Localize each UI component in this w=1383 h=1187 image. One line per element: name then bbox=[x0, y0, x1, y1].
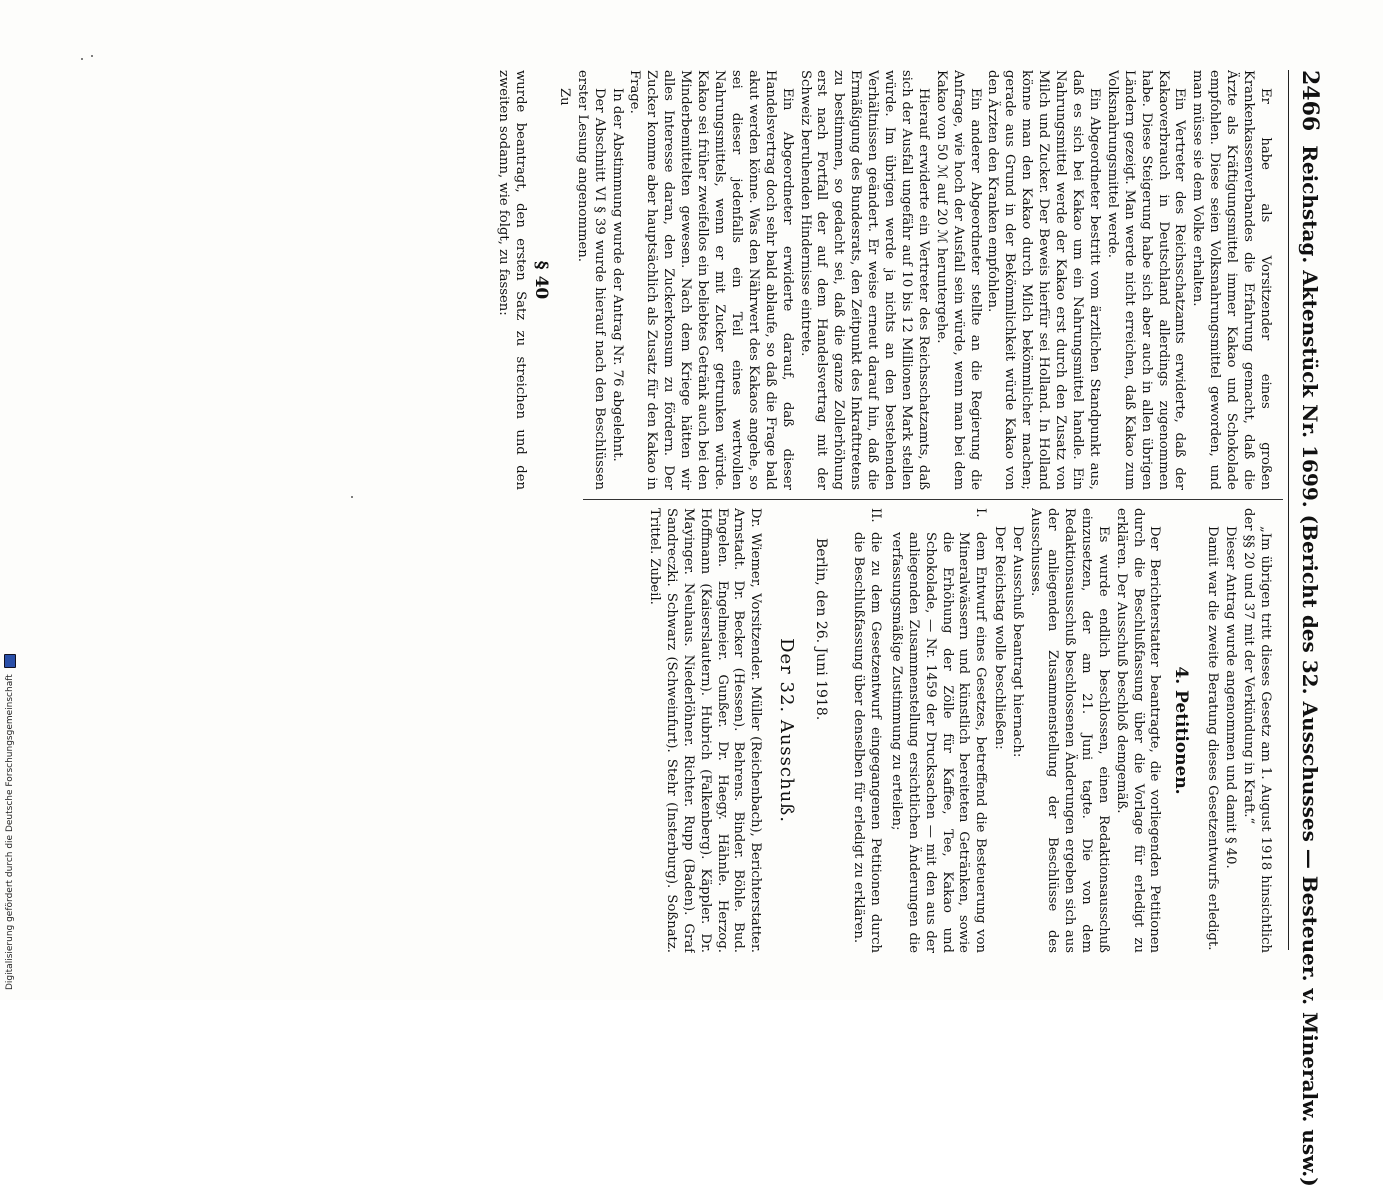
left-column bbox=[33, 70, 1273, 490]
paragraph: Ein Vertreter des Reichsschatzamts erwiderte, daß der Kakaoverbrauch in Deutschland allerdings zugenommen habe. Diese Steigerung habe sich aber auch in allen übrigen Ländern gezeigt. Man werde nicht erreichen, daß Kakao zum Volksnahrungsmittel werde. bbox=[1104, 70, 1188, 490]
paragraph: Ein Abgeordneter erwiderte darauf, daß dieser Handelsvertrag doch sehr bald ablaufe, so daß die Frage bald akut werden könne. Was den Nährwert des Kakaos angehe, so sei dieser jedenfalls ein Teil eines wertvollen Nahrungsmittels, wenn er mit Zucker getrunken würde. Kakao sei früher zweifellos ein beliebtes Getränk auch bei den Minderbemittelten gewesen. Nach dem Kriege hätten wir alles Interesse daran, den Zuckerkonsum zu fördern. Der Zucker komme aber hauptsächlich als Zusatz für den Kakao in Frage. bbox=[627, 70, 795, 490]
paragraph: In der Abstimmung wurde der Antrag Nr. 76 abgelehnt. bbox=[609, 88, 625, 462]
paragraph: Hierauf erwiderte ein Vertreter des Reichsschatzamts, daß sich der Ausfall ungefähr auf 10 bis 12 Millionen Mark stellen würde. Im übrigen werde ja nichts an den bestehenden Verhältnissen geändert. Er weise erneut darauf hin, daß die Ermäßigung des Bundesrats, den Zeitpunkt des Inkrafttretens zu bestimmen, so gedacht sei, daß die ganze Zollerhöhung erst nach Fortfall der auf dem Handelsvertrag mit der Schweiz beruhenden Hindernisse eintrete. bbox=[797, 70, 931, 490]
right-column bbox=[33, 508, 1273, 953]
quote-paragraph: „Im übrigen tritt dieses Gesetz am 1. August 1918 hinsichtlich der §§ 20 und 37 mit der Verkündung in Kraft.“ bbox=[1241, 508, 1273, 953]
list-text: dem Entwurf eines Gesetzes, betreffend die Besteuerung von Mineralwässern und künstlich bereiteten Getränken, sowie die Erhöhung der Zölle für Kaffee, Tee, Kakao und Schokolade, — Nr. 1459 der Drucksachen — mit den aus der anliegenden Zusammenstellung ersichtlichen Änderungen die verfassungsmäßige Zustimmung zu erteilen; bbox=[888, 532, 989, 953]
list-number: II. bbox=[867, 508, 883, 523]
paragraph: Es wurde endlich beschlossen, einen Redaktionsausschuß einzusetzen, der am 21. Juni tagte. Die von dem Redaktionsausschuß beschlossenen Änderungen ergeben sich aus der anliegenden Zusammenstellung der Beschlüsse des Ausschusses. bbox=[1028, 508, 1111, 953]
footer-text: Digitalisierung gefördert durch die Deutsche Forschungsgemeinschaft bbox=[5, 674, 15, 990]
paragraph: Der Berichterstatter beantragte, die vorliegenden Petitionen durch die Beschlußfassung über die Vorlage für erledigt zu erklären. Der Ausschuß beschloß demgemäß. bbox=[1113, 508, 1163, 953]
list-number: I. bbox=[973, 508, 989, 518]
scan-speck bbox=[81, 58, 83, 60]
dateline: Berlin, den 26. Juni 1918. bbox=[813, 538, 830, 721]
paragraph: Dieser Antrag wurde angenommen und damit § 40. bbox=[1223, 526, 1239, 869]
scan-speck bbox=[351, 496, 353, 498]
section-title: 4. Petitionen. bbox=[1171, 666, 1192, 795]
list-item bbox=[849, 508, 883, 953]
dfg-logo-icon bbox=[4, 654, 16, 668]
column-divider bbox=[583, 499, 1283, 500]
zu-label: Zu bbox=[556, 88, 572, 106]
running-title: Reichstag. Aktenstück Nr. 1699. (Bericht des 32. Ausschusses — Besteuer. v. Mineralw. usw.) bbox=[1298, 145, 1322, 1187]
paragraph-heading: § 40 bbox=[530, 260, 551, 300]
list-item bbox=[887, 508, 988, 953]
paragraph: Der Ausschuß beantragt hiernach: bbox=[1010, 526, 1026, 758]
scan-speck bbox=[91, 55, 93, 57]
paragraph: Der Abschnitt VI § 39 wurde hierauf nach den Beschlüssen erster Lesung angenommen. bbox=[574, 70, 607, 490]
member-list: Dr. Wiemer, Vorsitzender. Müller (Reichenbach), Berichterstatter. Arnstadt. Dr. Becker (Hessen). Behrens. Binder. Böhle. Bud. Engelen. Engelmeier. Gunßer. Dr. Haegy. Hähnle. Herzog. Hoffmann (Kaiserslautern). Hubrich (Falkenberg). Käppler. Dr. Mayinger. Neuhaus. Niederlöhner. Richter. Rupp (Baden). Graf Sandreczki. Schwarz (Schweinfurt). Stehr (Insterburg). Soßnatz. Trittel. Zubeil. bbox=[646, 508, 764, 953]
running-header bbox=[1288, 70, 1323, 1187]
paragraph: Damit war die zweite Beratung dieses Gesetzentwurfs erledigt. bbox=[1205, 526, 1221, 951]
page-number: 2466 bbox=[1297, 70, 1323, 132]
paragraph: Er habe als Vorsitzender eines großen Krankenkassenverbandes die Erfahrung gemacht, daß die Ärzte als Kräftigungsmittel immer Kakao und Schokolade empfohlen. Diese seien Volksnahrungsmittel geworden, und man müsse sie dem Volke erhalten. bbox=[1190, 70, 1273, 490]
paragraph: Der Reichstag wolle beschließen: bbox=[992, 526, 1008, 750]
paragraph: wurde beantragt, den ersten Satz zu streichen und den zweiten sodann, wie folgt, zu fassen: bbox=[496, 70, 529, 490]
committee-signoff: Der 32. Ausschuß. bbox=[776, 638, 798, 823]
list-text: die zu dem Gesetzentwurf eingegangenen Petitionen durch die Beschlußfassung über denselben für erledigt zu erklären. bbox=[851, 532, 883, 953]
paragraph: Ein anderer Abgeordneter stellte an die Regierung die Anfrage, wie hoch der Ausfall sein würde, wenn man bei dem Kakao von 50 ℳ auf 20 ℳ heruntergehe. bbox=[933, 70, 983, 490]
digitization-footer bbox=[3, 20, 17, 990]
paragraph: Ein Abgeordneter bestritt vom ärztlichen Standpunkt aus, daß es sich bei Kakao um ein Nahrungsmittel handle. Ein Nahrungsmittel werde der Kakao erst durch den Zusatz von Milch und Zucker. Der Beweis hierfür sei Holland. In Holland könne man den Kakao durch Milch bekömmlicher machen; gerade aus Grund in der Bekömmlichkeit würde Kakao von den Ärzten den Kranken empfohlen. bbox=[985, 70, 1102, 490]
